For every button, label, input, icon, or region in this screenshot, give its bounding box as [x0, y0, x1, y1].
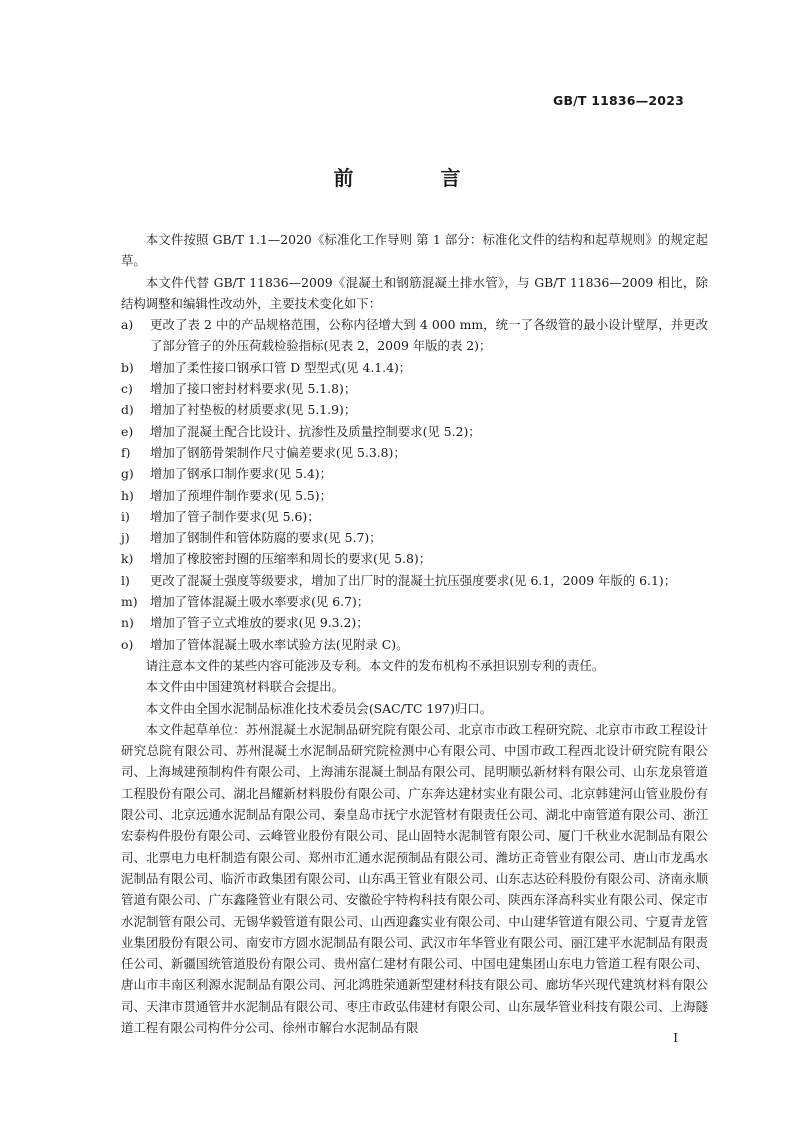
- list-item: [121, 634, 708, 655]
- paragraph-committee: 本文件由全国水泥制品标准化技术委员会(SAC/TC 197)归口。: [145, 700, 493, 716]
- standard-code: GB/T 11836—2023: [552, 93, 684, 108]
- list-item-text: 增加了管体混凝土吸水率试验方法(见附录 C)。: [150, 636, 409, 652]
- list-item: [121, 463, 708, 484]
- list-marker: c): [121, 381, 133, 397]
- list-item-text: 增加了管子制作要求(见 5.6)；: [150, 508, 320, 524]
- list-item: [121, 314, 708, 357]
- list-item: [121, 357, 708, 378]
- foreword-body: [121, 229, 708, 1038]
- list-item-text: 增加了橡胶密封圈的压缩率和周长的要求(见 5.8)；: [150, 551, 432, 567]
- list-item: [121, 506, 708, 527]
- list-marker: a): [121, 317, 134, 333]
- list-marker: n): [121, 615, 134, 631]
- changes-list: [121, 314, 708, 655]
- list-marker: g): [121, 466, 134, 482]
- paragraph-drafting-rules: 本文件按照 GB/T 1.1—2020《标准化工作导则 第 1 部分：标准化文件的结构和起草规则》的规定起草。: [121, 232, 708, 269]
- list-item: [121, 442, 708, 463]
- page-title: 前 言: [333, 166, 501, 190]
- paragraph-drafting-units: 本文件起草单位：苏州混凝土水泥制品研究院有限公司、北京市市政工程研究院、北京市市政工程设计研究总院有限公司、苏州混凝土水泥制品研究院检测中心有限公司、中国市政工程西北设计研究院有限公司、上海城建预制构件有限公司、上海浦东混凝土制品有限公司、昆明顺弘新材料有限公司、山东龙泉管道工程股份有限公司、湖北昌耀新材料股份有限公司、广东奔达建材实业有限公司、北京韩建河山管业股份有限公司、北京远通水泥制品有限公司、秦皇岛市抚宁水泥管材有限责任公司、湖北中南管道有限公司、浙江宏泰构件股份有限公司、云峰管业股份有限公司、昆山固特水泥制管有限公司、厦门千秋业水泥制品有限公司、北票电力电杆制造有限公司、郑州市汇通水泥预制品有限公司、潍坊正奇管业有限公司、唐山市龙禹水泥制品有限公司、临沂市政集团有限公司、山东禹王管业有限公司、山东志达砼科股份有限公司、济南永顺管道有限公司、广东鑫隆管业有限公司、安徽砼宇特构科技有限公司、陕西东泽高科实业有限公司、保定市水泥制管有限公司、无锡华毅管道有限公司、山西迎鑫实业有限公司、中山建华管道有限公司、宁夏青龙管业集团股份有限公司、南安市方圆水泥制品有限公司、武汉市年华管业有限公司、丽江建平水泥制品有限责任公司、新疆国统管道股份有限公司、贵州富仁建材有限公司、中国电建集团山东电力管道工程有限公司、唐山市丰南区利源水泥制品有限公司、河北鸿胜荣通新型建材科技有限公司、廊坊华兴现代建筑材料有限公司、天津市贯通管井水泥制品有限公司、枣庄市政弘伟建材有限公司、山东晟华管业科技有限公司、上海隧道工程有限公司构件分公司、徐州市解台水泥制品有限: [121, 721, 708, 1035]
- list-item: [121, 548, 708, 569]
- list-marker: o): [121, 636, 134, 652]
- list-item: [121, 378, 708, 399]
- list-item-text: 增加了管体混凝土吸水率要求(见 6.7)；: [150, 594, 370, 610]
- list-item-text: 增加了钢筋骨架制作尺寸偏差要求(见 5.3.8)；: [150, 444, 406, 460]
- list-item: [121, 527, 708, 548]
- paragraph-replacement: 本文件代替 GB/T 11836—2009《混凝土和钢筋混凝土排水管》，与 GB/T 11836—2009 相比，除结构调整和编辑性改动外，主要技术变化如下：: [121, 274, 708, 311]
- list-item-text: 增加了衬垫板的材质要求(见 5.1.9)；: [150, 402, 357, 418]
- list-item-text: 增加了柔性接口钢承口管 D 型型式(见 4.1.4)；: [150, 359, 412, 375]
- list-marker: m): [121, 594, 138, 610]
- list-item-text: 增加了混凝土配合比设计、抗渗性及质量控制要求(见 5.2)；: [150, 423, 481, 439]
- list-item-text: 更改了表 2 中的产品规格范围，公称内径增大到 4 000 mm，统一了各级管的最小设计壁厚，并更改了部分管子的外压荷载检验指标(见表 2，2009 年版的表 2)；: [150, 317, 708, 354]
- list-marker: k): [121, 551, 134, 567]
- list-item-text: 增加了钢承口制作要求(见 5.4)；: [150, 466, 332, 482]
- list-item: [121, 591, 708, 612]
- list-item: [121, 570, 708, 591]
- list-item: [121, 399, 708, 420]
- list-marker: f): [121, 444, 131, 460]
- list-marker: l): [121, 572, 130, 588]
- page-number: I: [673, 1031, 678, 1045]
- list-marker: h): [121, 487, 134, 503]
- list-marker: b): [121, 359, 134, 375]
- list-item-text: 更改了混凝土强度等级要求，增加了出厂时的混凝土抗压强度要求(见 6.1，2009 年版的 6.1)；: [150, 572, 677, 588]
- paragraph-patent-notice: 请注意本文件的某些内容可能涉及专利。本文件的发布机构不承担识别专利的责任。: [145, 657, 605, 673]
- list-item: [121, 421, 708, 442]
- list-marker: j): [121, 530, 130, 546]
- list-item: [121, 612, 708, 633]
- paragraph-proposer: 本文件由中国建筑材料联合会提出。: [145, 679, 345, 695]
- list-item-text: 增加了钢制件和管体防腐的要求(见 5.7)；: [150, 530, 382, 546]
- list-marker: i): [121, 508, 130, 524]
- list-marker: e): [121, 423, 134, 439]
- list-item-text: 增加了管子立式堆放的要求(见 9.3.2)；: [150, 615, 369, 631]
- list-item-text: 增加了接口密封材料要求(见 5.1.8)；: [150, 381, 357, 397]
- list-item: [121, 485, 708, 506]
- list-item-text: 增加了预埋件制作要求(见 5.5)；: [150, 487, 332, 503]
- list-marker: d): [121, 402, 134, 418]
